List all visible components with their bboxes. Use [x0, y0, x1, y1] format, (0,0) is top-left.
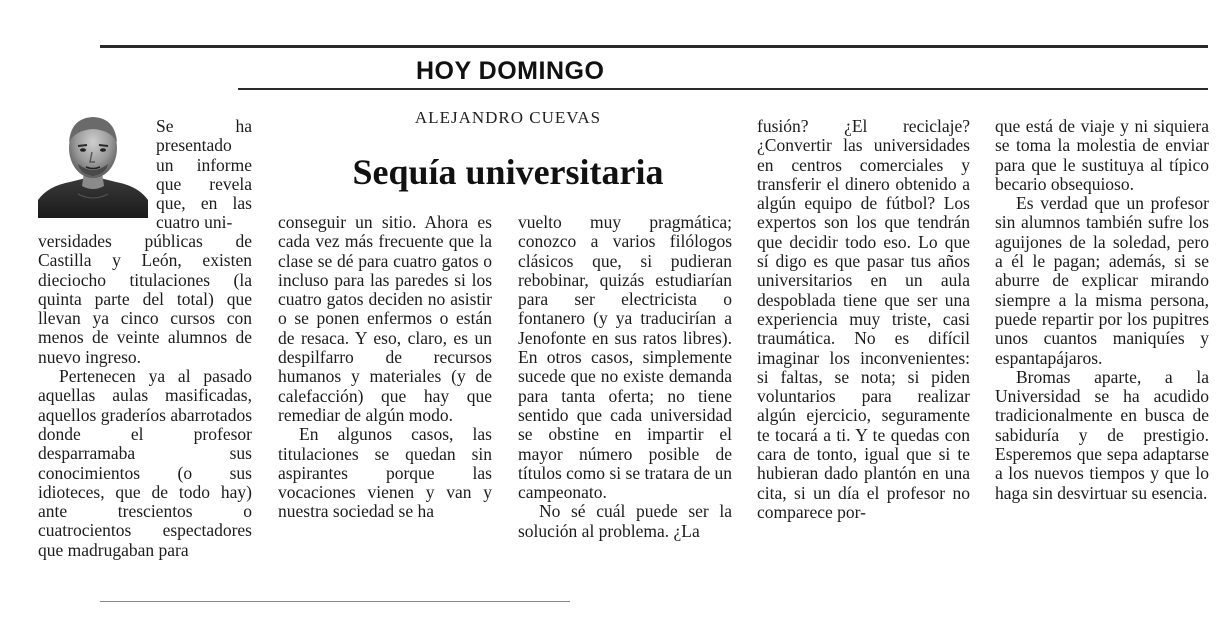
paragraph: Se ha presentado un informe que revela que, en las cuatro uni- — [156, 116, 252, 233]
paragraph: Es verdad que un profesor sin alumnos también sufre los aguijones de la soledad, pero a él le pagan; además, si se aburre de explicar mirando siempre a la misma persona, puede repartir por los pupitres unos cuantos maniquíes y espantapájaros. — [995, 193, 1209, 368]
paragraph: que está de viaje y ni siquiera se toma la molestia de enviar para que le sustituya al típico becario obsequioso. — [995, 116, 1209, 194]
paragraph: fusión? ¿El reciclaje? ¿Convertir las universidades en centros comerciales y transferir el dinero obtenido a algún equipo de fútbol? Los expertos son los que tendrán que decidir todo eso. Lo que sí digo es que pasar tus años universitarios en un aula despoblada tiene que ser una experiencia muy triste, casi traumática. No es difícil imaginar los inconvenientes: si faltas, se nota; si piden voluntarios para realizar algún ejercicio, seguramente te tocará a ti. Y te quedas con cara de tonto, igual que si te hubieran dado plantón en una cita, si un día el profesor no comparece por- — [757, 116, 970, 522]
paragraph: No sé cuál puede ser la solución al problema. ¿La — [518, 501, 732, 541]
article-column-1 — [38, 232, 252, 560]
article-column-5 — [995, 117, 1209, 503]
article-column-4 — [757, 117, 970, 522]
article-column-1-top — [156, 117, 252, 233]
author-photo — [38, 112, 148, 218]
footer-rule — [100, 601, 570, 602]
author-byline: ALEJANDRO CUEVAS — [414, 108, 602, 127]
paragraph: conseguir un sitio. Ahora es cada vez más frecuente que la clase se dé para cuatro gatos o incluso para las paredes si los cuatro gatos deciden no asistir o se ponen enfermos o están de resaca. Y eso, claro, es un despilfarro de recursos humanos y materiales (y de calefacción) que hay que remediar de algún modo. — [278, 212, 492, 425]
article-column-2 — [278, 213, 492, 522]
article-column-3 — [518, 213, 732, 541]
paragraph: En algunos casos, las titulaciones se quedan sin aspirantes porque las vocaciones vienen y van y nuestra sociedad se ha — [278, 424, 492, 522]
header-rule-top — [100, 45, 1208, 48]
article-headline: Sequía universitaria — [352, 152, 664, 192]
header-rule-bottom — [238, 88, 1208, 90]
paragraph: versidades públicas de Castilla y León, existen dieciocho titulaciones (la quinta parte del total) que llevan ya cinco cursos con menos de veinte alumnos de nuevo ingreso. — [38, 231, 252, 367]
paragraph: vuelto muy pragmática; conozco a varios filólogos clásicos que, si pudieran rebobinar, quizás estudiarían para ser electricista o fontanero (y ya traducirían a Jenofonte en sus ratos libres). En otros casos, simplemente sucede que no existe demanda para tanta oferta; no tiene sentido que cada universidad se obstine en impartir el mayor número posible de títulos como si se tratara de un campeonato. — [518, 212, 732, 503]
section-title: HOY DOMINGO — [416, 57, 605, 85]
author-portrait-icon — [38, 112, 148, 218]
paragraph: Pertenecen ya al pasado aquellas aulas masificadas, aquellos graderíos abarrotados donde el profesor desparramaba sus conocimientos (o sus idioteces, que de todo hay) ante trescientos o cuatrocientos espectadores que madrugaban para — [38, 366, 252, 560]
paragraph: Bromas aparte, a la Universidad se ha acudido tradicionalmente en busca de sabiduría y de prestigio. Esperemos que sepa adaptarse a los nuevos tiempos y que lo haga sin desvirtuar su esencia. — [995, 366, 1209, 503]
